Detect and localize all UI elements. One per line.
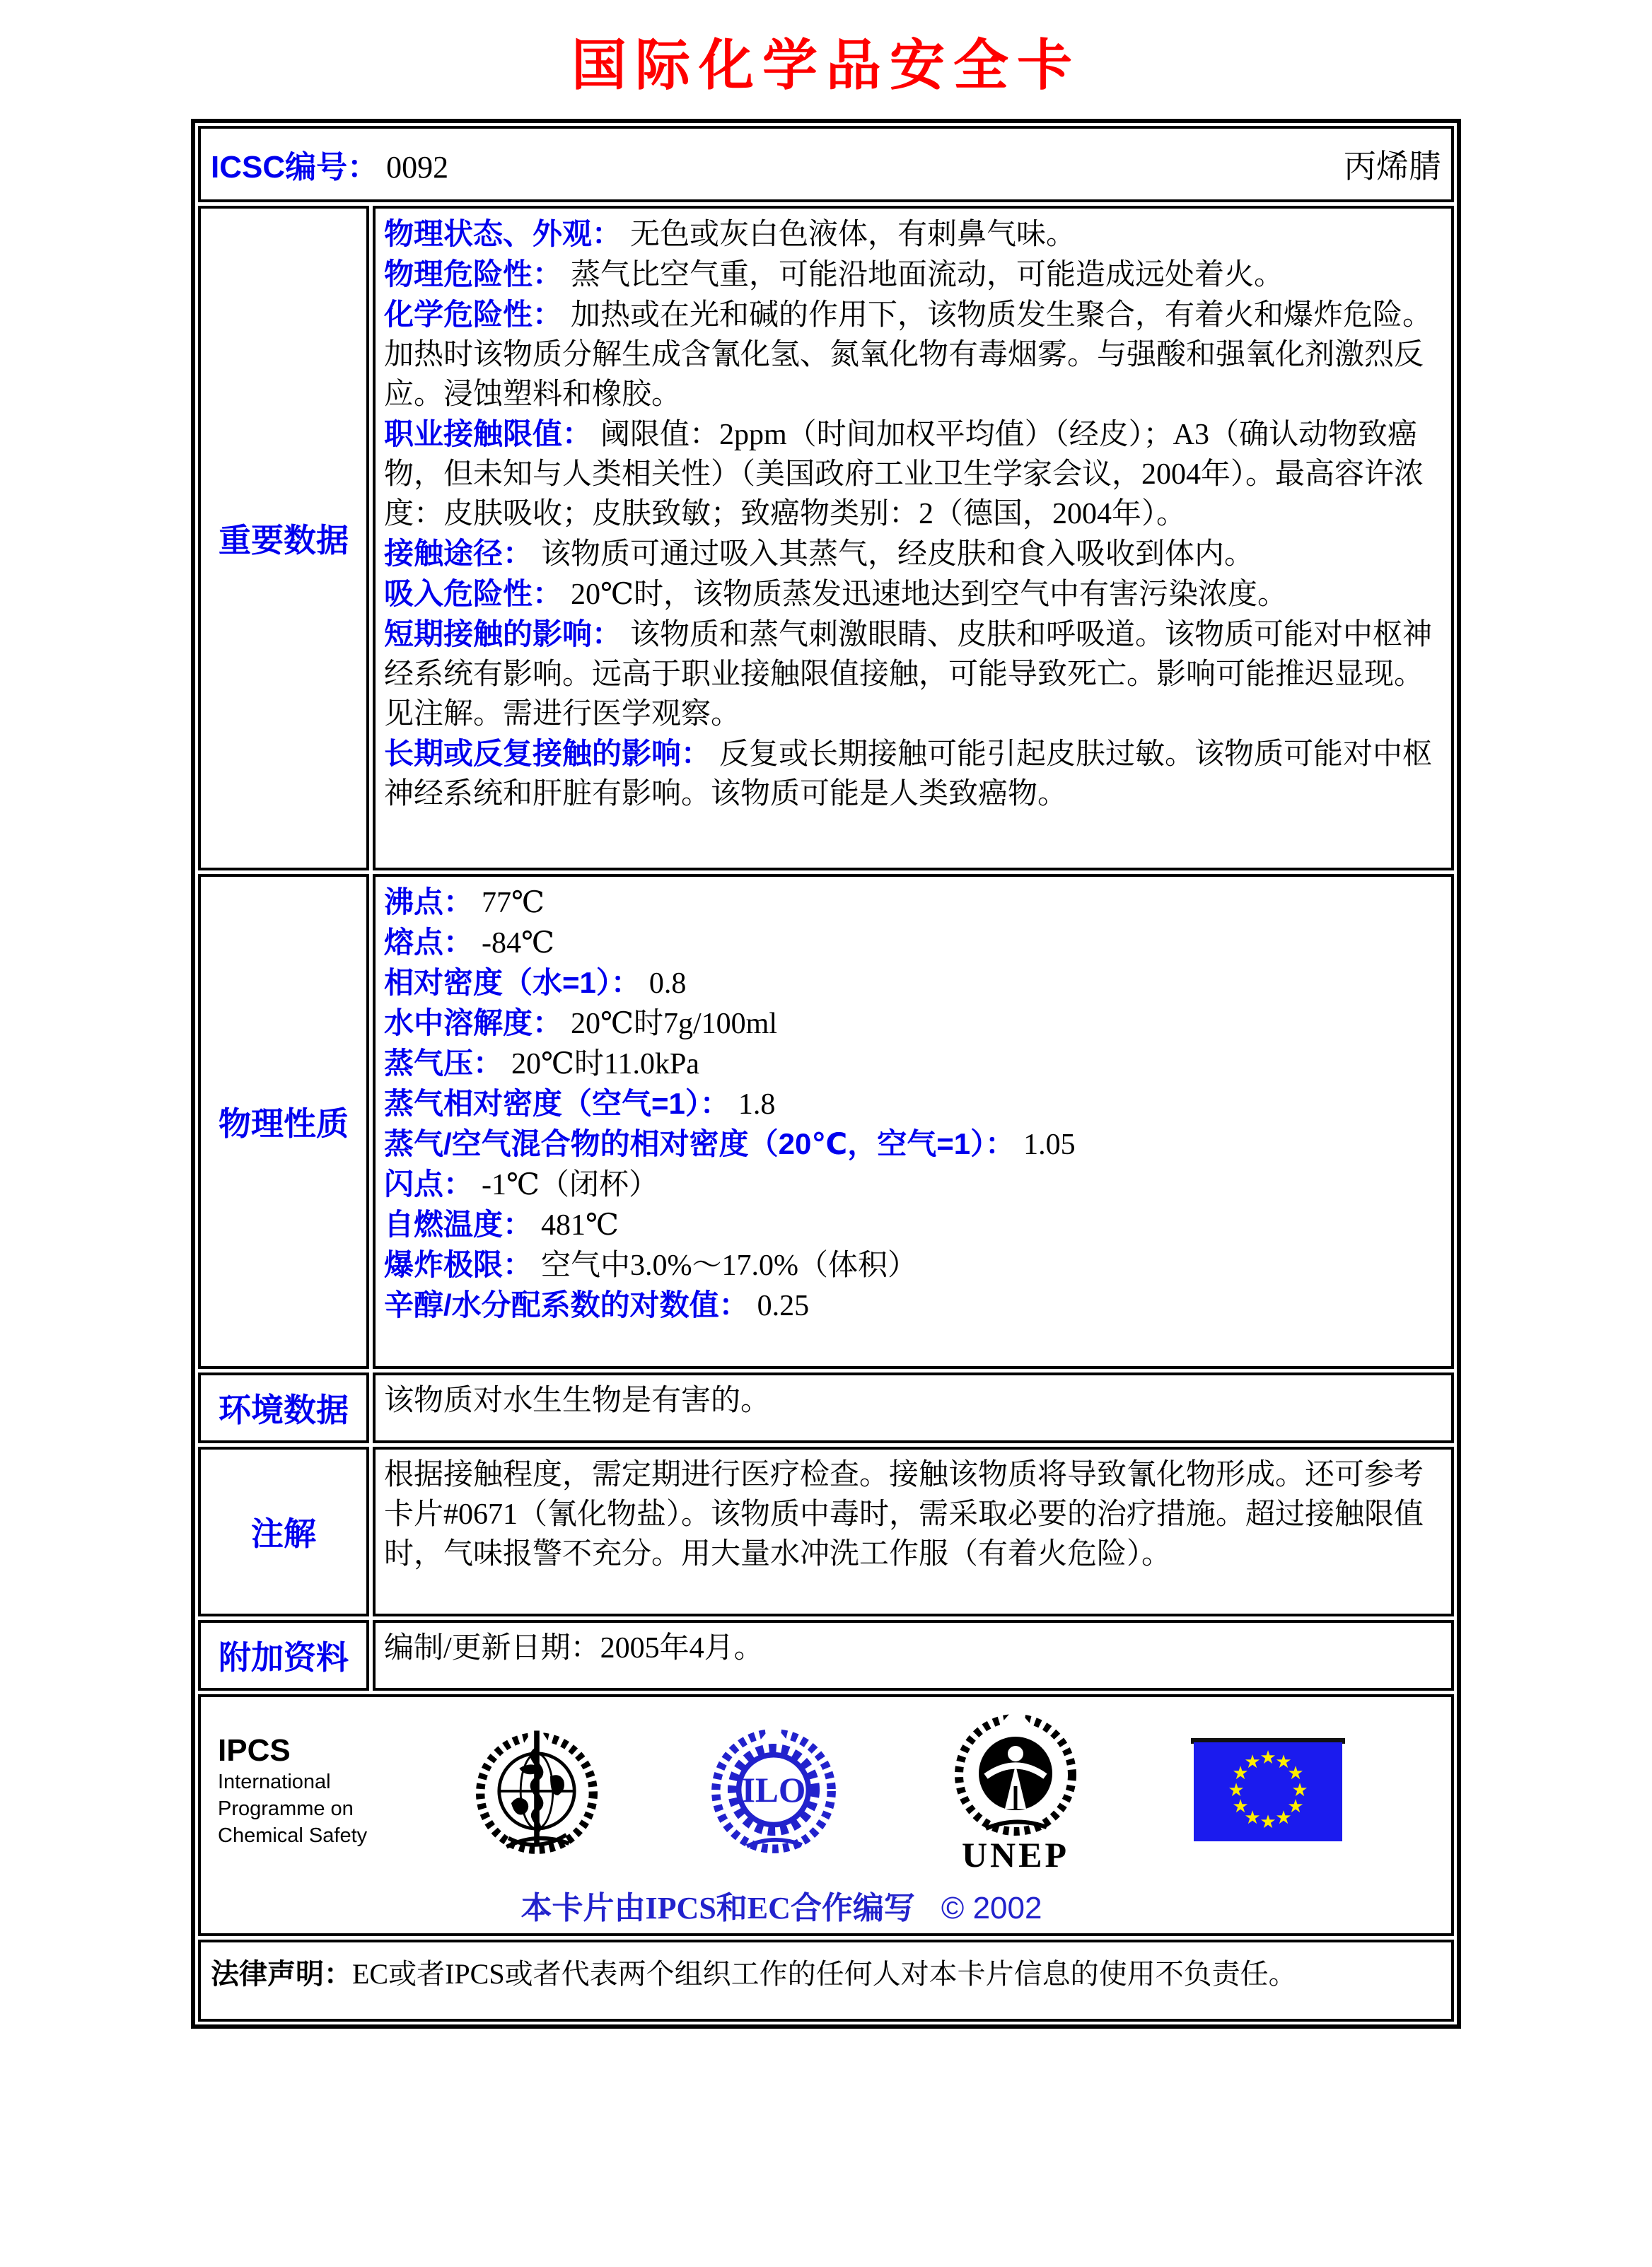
ipcs-subtitle-line2: Programme on	[218, 1797, 354, 1820]
ipcs-subtitle-line3: Chemical Safety	[218, 1824, 368, 1847]
item-label: 短期接触的影响：	[384, 617, 622, 651]
important-data-content	[373, 206, 1454, 870]
prop-value: 481℃	[541, 1209, 619, 1242]
important-item-inhalation-risk	[384, 574, 1443, 614]
icsc-number	[211, 141, 448, 187]
svg-text:★: ★	[1232, 1796, 1249, 1817]
legal-label: 法律声明：	[211, 1959, 352, 1990]
item-label: 物理状态、外观：	[384, 217, 622, 250]
item-label: 吸入危险性：	[384, 577, 563, 610]
prop-octanol-water	[384, 1286, 1443, 1326]
important-item-exposure-limit	[384, 414, 1443, 534]
svg-text:★: ★	[1287, 1763, 1304, 1784]
svg-text:★: ★	[1228, 1780, 1245, 1801]
svg-text:★: ★	[1244, 1807, 1261, 1829]
credit-text: 本卡片由IPCS和EC合作编写	[520, 1891, 915, 1925]
environment-content: 该物质对水生生物是有害的。	[373, 1373, 1454, 1443]
important-item-chemical-danger	[384, 295, 1443, 414]
additional-content: 编制/更新日期：2005年4月。	[373, 1620, 1454, 1691]
prop-value: 20℃时7g/100ml	[571, 1008, 778, 1040]
svg-text:★: ★	[1232, 1763, 1249, 1784]
legal-row	[198, 1940, 1454, 2022]
section-label-physical-properties: 物理性质	[198, 874, 369, 1369]
item-text: 反复或长期接触可能引起皮肤过敏。该物质可能对中枢神经系统和肝脏有影响。该物质可能是人类致癌物。	[384, 738, 1433, 810]
important-item-physical-danger	[384, 255, 1443, 295]
prop-label: 蒸气相对密度（空气=1）：	[384, 1087, 730, 1120]
header-cell	[198, 126, 1454, 202]
prop-vapor-pressure	[384, 1044, 1443, 1084]
legal-text: EC或者IPCS或者代表两个组织工作的任何人对本卡片信息的使用不负责任。	[352, 1958, 1297, 1990]
prop-autoignition-temp	[384, 1205, 1443, 1245]
legal-cell	[198, 1940, 1454, 2022]
prop-label: 辛醇/水分配系数的对数值：	[384, 1288, 749, 1322]
section-label-important-data: 重要数据	[198, 206, 369, 870]
item-label: 化学危险性：	[384, 298, 563, 331]
prop-water-solubility	[384, 1003, 1443, 1044]
logos-cell	[198, 1694, 1454, 1936]
header-row	[198, 126, 1454, 202]
item-text: 加热或在光和碱的作用下，该物质发生聚合，有着火和爆炸危险。加热时该物质分解生成含氰化氢、氮氧化物有毒烟雾。与强酸和强氧化剂激烈反应。浸蚀塑料和橡胶。	[384, 299, 1433, 411]
prop-value: -1℃（闭杯）	[482, 1169, 658, 1201]
item-text: 阈限值：2ppm（时间加权平均值）（经皮）；A3（确认动物致癌物，但未知与人类相关性）（美国政府工业卫生学家会议，2004年）。最高容许浓度：皮肤吸收；皮肤致敏；致癌物类别：2（德国，2004年）。	[384, 419, 1424, 530]
chemical-name: 丙烯腈	[1344, 148, 1441, 185]
item-text: 该物质可通过吸入其蒸气，经皮肤和食入吸收到体内。	[541, 538, 1255, 571]
prop-label: 蒸气/空气混合物的相对密度（20℃，空气=1）：	[384, 1127, 1016, 1160]
physical-properties-content	[373, 874, 1454, 1369]
item-label: 职业接触限值：	[384, 417, 593, 450]
prop-value: 0.25	[757, 1290, 810, 1322]
item-text: 无色或灰白色液体，有刺鼻气味。	[630, 218, 1076, 251]
prop-label: 熔点：	[384, 926, 474, 959]
icsc-number-label: ICSC编号：	[211, 150, 379, 185]
svg-text:★: ★	[1260, 1747, 1276, 1768]
prop-value: 0.8	[648, 967, 687, 1000]
important-data-row	[198, 206, 1454, 870]
credit-line	[218, 1882, 1345, 1928]
prop-label: 爆炸极限：	[384, 1248, 533, 1281]
important-item-long-term-effects	[384, 734, 1443, 814]
item-label: 物理危险性：	[384, 257, 563, 291]
additional-row	[198, 1620, 1454, 1691]
icsc-number-value: 0092	[386, 150, 449, 185]
notes-row	[198, 1447, 1454, 1616]
item-label: 接触途径：	[384, 537, 533, 570]
svg-text:★: ★	[1275, 1807, 1292, 1829]
section-label-notes: 注解	[198, 1447, 369, 1616]
prop-vapor-density	[384, 1084, 1443, 1124]
item-text: 20℃时，该物质蒸发迅速地达到空气中有害污染浓度。	[571, 578, 1288, 611]
svg-text:★: ★	[1287, 1796, 1304, 1817]
logos-strip	[218, 1710, 1345, 1872]
eu-flag-icon	[1191, 1738, 1345, 1844]
section-label-additional: 附加资料	[198, 1620, 369, 1691]
prop-vapor-air-density	[384, 1124, 1443, 1165]
prop-melting-point	[384, 923, 1443, 963]
prop-label: 相对密度（水=1）：	[384, 966, 641, 999]
ilo-logo-icon	[706, 1724, 841, 1858]
important-item-exposure-routes	[384, 534, 1443, 574]
ipcs-title: IPCS	[218, 1733, 291, 1768]
important-item-short-term-effects	[384, 614, 1443, 734]
svg-text:ILO: ILO	[741, 1771, 806, 1810]
prop-value: 1.05	[1023, 1129, 1076, 1161]
prop-value: 20℃时11.0kPa	[511, 1048, 699, 1080]
who-logo-icon	[470, 1724, 604, 1858]
item-text: 蒸气比空气重，可能沿地面流动，可能造成远处着火。	[571, 259, 1284, 291]
logos-row	[198, 1694, 1454, 1936]
prop-label: 蒸气压：	[384, 1047, 504, 1080]
item-label: 长期或反复接触的影响：	[384, 737, 711, 770]
prop-flash-point	[384, 1165, 1443, 1205]
item-text: 该物质和蒸气刺激眼睛、皮肤和呼吸道。该物质可能对中枢神经系统有影响。远高于职业接触限值接触，可能导致死亡。影响可能推迟显现。见注解。需进行医学观察。	[384, 619, 1433, 730]
section-label-environment: 环境数据	[198, 1373, 369, 1443]
physical-properties-row	[198, 874, 1454, 1369]
unep-logo-icon	[943, 1710, 1088, 1872]
prop-label: 水中溶解度：	[384, 1006, 563, 1039]
copyright-text: © 2002	[941, 1891, 1042, 1925]
ipcs-block	[218, 1733, 367, 1849]
ipcs-subtitle-line1: International	[218, 1771, 331, 1793]
svg-text:★: ★	[1260, 1812, 1276, 1833]
svg-text:★: ★	[1244, 1752, 1261, 1773]
prop-explosive-limits	[384, 1245, 1443, 1286]
prop-value: 空气中3.0%～17.0%（体积）	[541, 1249, 917, 1282]
prop-label: 闪点：	[384, 1167, 474, 1201]
svg-text:★: ★	[1275, 1752, 1292, 1773]
environment-row	[198, 1373, 1454, 1443]
prop-relative-density	[384, 963, 1443, 1003]
icsc-card	[191, 119, 1461, 2029]
svg-text:UNEP: UNEP	[961, 1835, 1070, 1872]
notes-content: 根据接触程度，需定期进行医疗检查。接触该物质将导致氰化物形成。还可参考卡片#0671（氰化物盐）。该物质中毒时，需采取必要的治疗措施。超过接触限值时，气味报警不充分。用大量水冲洗工作服（有着火危险）。	[373, 1447, 1454, 1616]
important-item-physical-state	[384, 214, 1443, 255]
svg-text:★: ★	[1291, 1780, 1308, 1801]
prop-value: 1.8	[738, 1088, 776, 1121]
page-title: 国际化学品安全卡	[571, 35, 1081, 96]
prop-value: 77℃	[482, 887, 545, 919]
prop-label: 自燃温度：	[384, 1208, 533, 1241]
prop-boiling-point	[384, 882, 1443, 923]
prop-value: -84℃	[482, 927, 554, 960]
prop-label: 沸点：	[384, 885, 474, 919]
